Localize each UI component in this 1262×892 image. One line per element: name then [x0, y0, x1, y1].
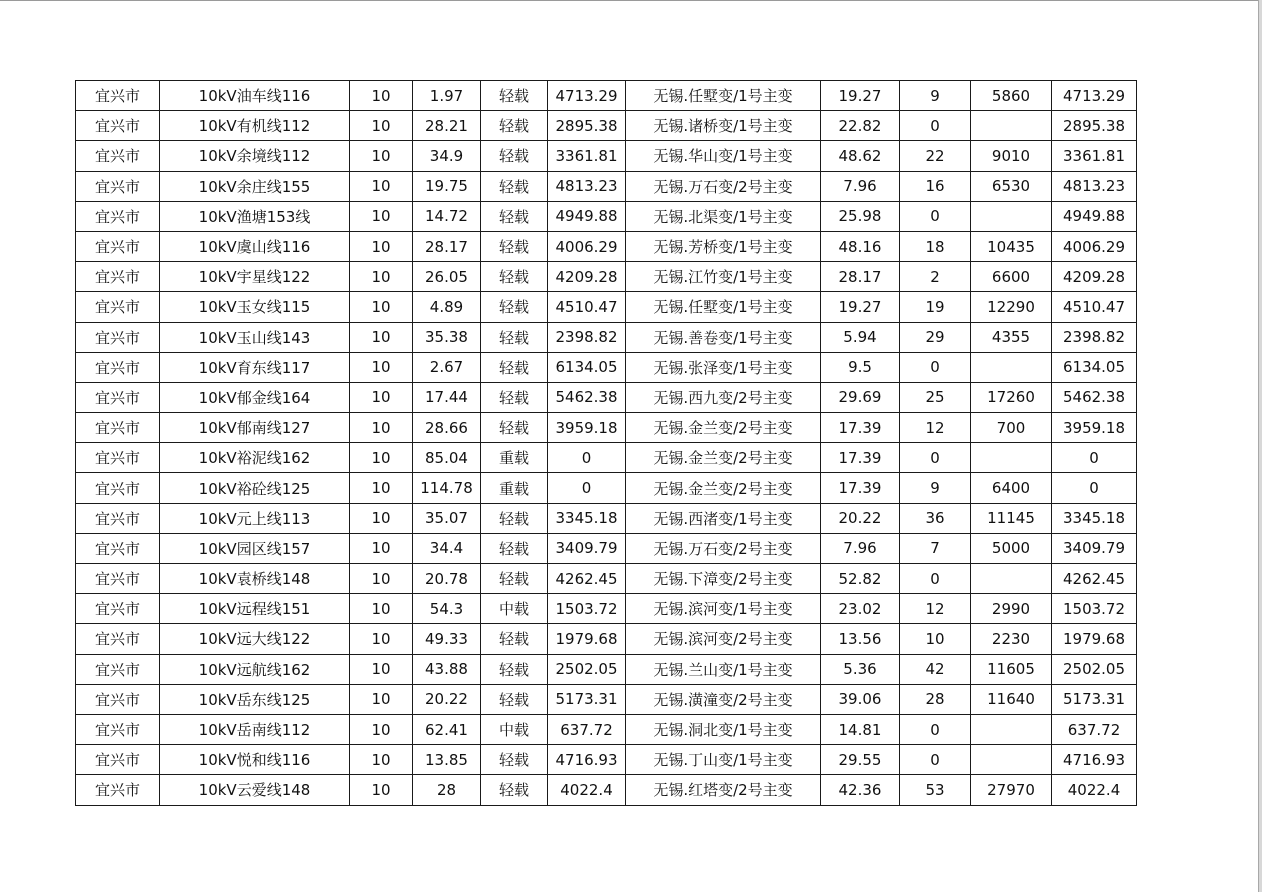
- spare-capacity-cell: 1979.68: [548, 624, 626, 654]
- load-status-cell: 轻载: [481, 413, 548, 443]
- transformer-cell: 无锡.芳桥变/1号主变: [626, 231, 821, 261]
- table-row: [76, 654, 1137, 684]
- available-capacity-cell: 2895.38: [1052, 111, 1137, 141]
- load-rate-cell: 28: [413, 775, 481, 805]
- capacity-cell: [971, 443, 1052, 473]
- load-status-cell: 轻载: [481, 503, 548, 533]
- user-count-cell: 19: [900, 292, 971, 322]
- load-rate-cell: 19.75: [413, 171, 481, 201]
- available-capacity-cell: 1503.72: [1052, 594, 1137, 624]
- voltage-cell: 10: [350, 594, 413, 624]
- city-cell: 宜兴市: [76, 141, 160, 171]
- transformer-load-cell: 25.98: [821, 201, 900, 231]
- table-row: [76, 745, 1137, 775]
- user-count-cell: 2: [900, 262, 971, 292]
- load-rate-cell: 14.72: [413, 201, 481, 231]
- line-name-cell: 10kV郁金线164: [160, 382, 350, 412]
- available-capacity-cell: 5173.31: [1052, 684, 1137, 714]
- capacity-cell: 9010: [971, 141, 1052, 171]
- spare-capacity-cell: 4949.88: [548, 201, 626, 231]
- load-status-cell: 轻载: [481, 654, 548, 684]
- capacity-cell: 2230: [971, 624, 1052, 654]
- voltage-cell: 10: [350, 473, 413, 503]
- line-name-cell: 10kV远大线122: [160, 624, 350, 654]
- transformer-cell: 无锡.丁山变/1号主变: [626, 745, 821, 775]
- transformer-load-cell: 9.5: [821, 352, 900, 382]
- load-status-cell: 中载: [481, 594, 548, 624]
- table-row: [76, 81, 1137, 111]
- line-name-cell: 10kV余境线112: [160, 141, 350, 171]
- capacity-cell: 11145: [971, 503, 1052, 533]
- capacity-cell: [971, 111, 1052, 141]
- spare-capacity-cell: 4006.29: [548, 231, 626, 261]
- transformer-cell: 无锡.兰山变/1号主变: [626, 654, 821, 684]
- voltage-cell: 10: [350, 382, 413, 412]
- user-count-cell: 12: [900, 594, 971, 624]
- voltage-cell: 10: [350, 443, 413, 473]
- available-capacity-cell: 4949.88: [1052, 201, 1137, 231]
- capacity-cell: 2990: [971, 594, 1052, 624]
- spare-capacity-cell: 0: [548, 443, 626, 473]
- user-count-cell: 25: [900, 382, 971, 412]
- load-rate-cell: 13.85: [413, 745, 481, 775]
- load-status-cell: 轻载: [481, 624, 548, 654]
- transformer-load-cell: 14.81: [821, 714, 900, 744]
- transformer-load-cell: 5.94: [821, 322, 900, 352]
- user-count-cell: 0: [900, 745, 971, 775]
- transformer-cell: 无锡.北渠变/1号主变: [626, 201, 821, 231]
- spare-capacity-cell: 4813.23: [548, 171, 626, 201]
- capacity-cell: 4355: [971, 322, 1052, 352]
- capacity-cell: [971, 714, 1052, 744]
- load-status-cell: 轻载: [481, 745, 548, 775]
- transformer-cell: 无锡.金兰变/2号主变: [626, 413, 821, 443]
- table-row: [76, 533, 1137, 563]
- city-cell: 宜兴市: [76, 322, 160, 352]
- transformer-load-cell: 7.96: [821, 533, 900, 563]
- available-capacity-cell: 2398.82: [1052, 322, 1137, 352]
- spare-capacity-cell: 3361.81: [548, 141, 626, 171]
- spare-capacity-cell: 5173.31: [548, 684, 626, 714]
- load-rate-cell: 1.97: [413, 81, 481, 111]
- transformer-load-cell: 22.82: [821, 111, 900, 141]
- city-cell: 宜兴市: [76, 201, 160, 231]
- line-name-cell: 10kV余庄线155: [160, 171, 350, 201]
- load-rate-cell: 28.17: [413, 231, 481, 261]
- voltage-cell: 10: [350, 564, 413, 594]
- spare-capacity-cell: 4022.4: [548, 775, 626, 805]
- city-cell: 宜兴市: [76, 533, 160, 563]
- user-count-cell: 0: [900, 714, 971, 744]
- capacity-cell: 6600: [971, 262, 1052, 292]
- table-body: [76, 81, 1137, 806]
- user-count-cell: 0: [900, 443, 971, 473]
- transformer-load-cell: 29.55: [821, 745, 900, 775]
- available-capacity-cell: 3345.18: [1052, 503, 1137, 533]
- transformer-load-cell: 19.27: [821, 81, 900, 111]
- available-capacity-cell: 6134.05: [1052, 352, 1137, 382]
- transformer-cell: 无锡.任墅变/1号主变: [626, 81, 821, 111]
- available-capacity-cell: 0: [1052, 473, 1137, 503]
- voltage-cell: 10: [350, 775, 413, 805]
- line-name-cell: 10kV玉山线143: [160, 322, 350, 352]
- load-rate-cell: 49.33: [413, 624, 481, 654]
- line-name-cell: 10kV岳东线125: [160, 684, 350, 714]
- load-rate-cell: 20.22: [413, 684, 481, 714]
- available-capacity-cell: 3409.79: [1052, 533, 1137, 563]
- table-row: [76, 141, 1137, 171]
- line-name-cell: 10kV宇星线122: [160, 262, 350, 292]
- table-row: [76, 352, 1137, 382]
- load-rate-cell: 20.78: [413, 564, 481, 594]
- transformer-cell: 无锡.西渚变/1号主变: [626, 503, 821, 533]
- voltage-cell: 10: [350, 352, 413, 382]
- capacity-cell: [971, 564, 1052, 594]
- spare-capacity-cell: 0: [548, 473, 626, 503]
- load-status-cell: 轻载: [481, 533, 548, 563]
- table-row: [76, 594, 1137, 624]
- user-count-cell: 0: [900, 352, 971, 382]
- line-name-cell: 10kV云爱线148: [160, 775, 350, 805]
- capacity-cell: 5000: [971, 533, 1052, 563]
- city-cell: 宜兴市: [76, 775, 160, 805]
- transformer-cell: 无锡.红塔变/2号主变: [626, 775, 821, 805]
- line-name-cell: 10kV悦和线116: [160, 745, 350, 775]
- load-status-cell: 轻载: [481, 231, 548, 261]
- load-rate-cell: 54.3: [413, 594, 481, 624]
- spare-capacity-cell: 2502.05: [548, 654, 626, 684]
- transformer-cell: 无锡.滨河变/1号主变: [626, 594, 821, 624]
- load-rate-cell: 17.44: [413, 382, 481, 412]
- available-capacity-cell: 4022.4: [1052, 775, 1137, 805]
- capacity-cell: 11605: [971, 654, 1052, 684]
- spare-capacity-cell: 5462.38: [548, 382, 626, 412]
- load-status-cell: 轻载: [481, 564, 548, 594]
- load-rate-cell: 114.78: [413, 473, 481, 503]
- transformer-cell: 无锡.金兰变/2号主变: [626, 473, 821, 503]
- available-capacity-cell: 4510.47: [1052, 292, 1137, 322]
- spare-capacity-cell: 2895.38: [548, 111, 626, 141]
- city-cell: 宜兴市: [76, 262, 160, 292]
- transformer-load-cell: 29.69: [821, 382, 900, 412]
- city-cell: 宜兴市: [76, 624, 160, 654]
- table-row: [76, 714, 1137, 744]
- table-row: [76, 292, 1137, 322]
- transformer-cell: 无锡.下漳变/2号主变: [626, 564, 821, 594]
- transformer-cell: 无锡.张泽变/1号主变: [626, 352, 821, 382]
- transformer-load-cell: 17.39: [821, 413, 900, 443]
- available-capacity-cell: 4713.29: [1052, 81, 1137, 111]
- city-cell: 宜兴市: [76, 503, 160, 533]
- city-cell: 宜兴市: [76, 473, 160, 503]
- line-name-cell: 10kV渔塘153线: [160, 201, 350, 231]
- user-count-cell: 12: [900, 413, 971, 443]
- voltage-cell: 10: [350, 684, 413, 714]
- available-capacity-cell: 0: [1052, 443, 1137, 473]
- voltage-cell: 10: [350, 231, 413, 261]
- available-capacity-cell: 637.72: [1052, 714, 1137, 744]
- transformer-load-cell: 39.06: [821, 684, 900, 714]
- table-row: [76, 231, 1137, 261]
- table-row: [76, 382, 1137, 412]
- load-rate-cell: 43.88: [413, 654, 481, 684]
- available-capacity-cell: 2502.05: [1052, 654, 1137, 684]
- capacity-cell: 700: [971, 413, 1052, 443]
- spare-capacity-cell: 4716.93: [548, 745, 626, 775]
- capacity-cell: 6400: [971, 473, 1052, 503]
- capacity-cell: 10435: [971, 231, 1052, 261]
- user-count-cell: 0: [900, 111, 971, 141]
- load-rate-cell: 28.21: [413, 111, 481, 141]
- line-name-cell: 10kV郁南线127: [160, 413, 350, 443]
- spare-capacity-cell: 1503.72: [548, 594, 626, 624]
- voltage-cell: 10: [350, 262, 413, 292]
- city-cell: 宜兴市: [76, 413, 160, 443]
- transformer-cell: 无锡.江竹变/1号主变: [626, 262, 821, 292]
- available-capacity-cell: 3361.81: [1052, 141, 1137, 171]
- user-count-cell: 28: [900, 684, 971, 714]
- city-cell: 宜兴市: [76, 352, 160, 382]
- line-name-cell: 10kV玉女线115: [160, 292, 350, 322]
- line-name-cell: 10kV元上线113: [160, 503, 350, 533]
- load-status-cell: 轻载: [481, 81, 548, 111]
- load-status-cell: 轻载: [481, 262, 548, 292]
- capacity-cell: 5860: [971, 81, 1052, 111]
- spare-capacity-cell: 637.72: [548, 714, 626, 744]
- load-rate-cell: 35.07: [413, 503, 481, 533]
- load-rate-cell: 26.05: [413, 262, 481, 292]
- transformer-load-cell: 48.16: [821, 231, 900, 261]
- available-capacity-cell: 1979.68: [1052, 624, 1137, 654]
- city-cell: 宜兴市: [76, 81, 160, 111]
- load-rate-cell: 35.38: [413, 322, 481, 352]
- line-name-cell: 10kV虞山线116: [160, 231, 350, 261]
- voltage-cell: 10: [350, 141, 413, 171]
- spare-capacity-cell: 2398.82: [548, 322, 626, 352]
- transformer-cell: 无锡.洞北变/1号主变: [626, 714, 821, 744]
- voltage-cell: 10: [350, 503, 413, 533]
- load-rate-cell: 62.41: [413, 714, 481, 744]
- transformer-load-cell: 19.27: [821, 292, 900, 322]
- table-row: [76, 262, 1137, 292]
- line-name-cell: 10kV油车线116: [160, 81, 350, 111]
- load-status-cell: 中载: [481, 714, 548, 744]
- user-count-cell: 9: [900, 81, 971, 111]
- load-rate-cell: 2.67: [413, 352, 481, 382]
- line-name-cell: 10kV岳南线112: [160, 714, 350, 744]
- user-count-cell: 16: [900, 171, 971, 201]
- transformer-load-cell: 17.39: [821, 443, 900, 473]
- load-status-cell: 重载: [481, 443, 548, 473]
- table-row: [76, 775, 1137, 805]
- city-cell: 宜兴市: [76, 594, 160, 624]
- table-row: [76, 503, 1137, 533]
- available-capacity-cell: 5462.38: [1052, 382, 1137, 412]
- available-capacity-cell: 4262.45: [1052, 564, 1137, 594]
- transformer-load-cell: 5.36: [821, 654, 900, 684]
- user-count-cell: 36: [900, 503, 971, 533]
- user-count-cell: 0: [900, 564, 971, 594]
- transformer-cell: 无锡.诸桥变/1号主变: [626, 111, 821, 141]
- spare-capacity-cell: 3409.79: [548, 533, 626, 563]
- transformer-load-cell: 52.82: [821, 564, 900, 594]
- load-rate-cell: 85.04: [413, 443, 481, 473]
- page-top-border: [0, 0, 1262, 1]
- voltage-cell: 10: [350, 654, 413, 684]
- transformer-cell: 无锡.西九变/2号主变: [626, 382, 821, 412]
- city-cell: 宜兴市: [76, 654, 160, 684]
- line-name-cell: 10kV远航线162: [160, 654, 350, 684]
- load-rate-cell: 28.66: [413, 413, 481, 443]
- transformer-cell: 无锡.滨河变/2号主变: [626, 624, 821, 654]
- load-status-cell: 轻载: [481, 352, 548, 382]
- line-name-cell: 10kV袁桥线148: [160, 564, 350, 594]
- transformer-load-cell: 20.22: [821, 503, 900, 533]
- capacity-cell: 12290: [971, 292, 1052, 322]
- transformer-load-cell: 23.02: [821, 594, 900, 624]
- transformer-cell: 无锡.金兰变/2号主变: [626, 443, 821, 473]
- line-name-cell: 10kV裕泥线162: [160, 443, 350, 473]
- spare-capacity-cell: 6134.05: [548, 352, 626, 382]
- user-count-cell: 9: [900, 473, 971, 503]
- voltage-cell: 10: [350, 322, 413, 352]
- table-row: [76, 171, 1137, 201]
- transformer-load-cell: 42.36: [821, 775, 900, 805]
- load-status-cell: 轻载: [481, 201, 548, 231]
- table-row: [76, 624, 1137, 654]
- city-cell: 宜兴市: [76, 714, 160, 744]
- voltage-cell: 10: [350, 111, 413, 141]
- load-rate-cell: 34.9: [413, 141, 481, 171]
- available-capacity-cell: 4209.28: [1052, 262, 1137, 292]
- voltage-cell: 10: [350, 413, 413, 443]
- spare-capacity-cell: 4262.45: [548, 564, 626, 594]
- available-capacity-cell: 3959.18: [1052, 413, 1137, 443]
- spare-capacity-cell: 4713.29: [548, 81, 626, 111]
- available-capacity-cell: 4006.29: [1052, 231, 1137, 261]
- city-cell: 宜兴市: [76, 231, 160, 261]
- transformer-cell: 无锡.任墅变/1号主变: [626, 292, 821, 322]
- capacity-cell: 6530: [971, 171, 1052, 201]
- user-count-cell: 53: [900, 775, 971, 805]
- capacity-cell: [971, 745, 1052, 775]
- voltage-cell: 10: [350, 714, 413, 744]
- load-status-cell: 轻载: [481, 171, 548, 201]
- user-count-cell: 29: [900, 322, 971, 352]
- load-status-cell: 轻载: [481, 292, 548, 322]
- spare-capacity-cell: 3345.18: [548, 503, 626, 533]
- load-status-cell: 轻载: [481, 684, 548, 714]
- table-row: [76, 443, 1137, 473]
- load-status-cell: 轻载: [481, 775, 548, 805]
- spare-capacity-cell: 4510.47: [548, 292, 626, 322]
- load-rate-cell: 34.4: [413, 533, 481, 563]
- line-name-cell: 10kV园区线157: [160, 533, 350, 563]
- available-capacity-cell: 4716.93: [1052, 745, 1137, 775]
- city-cell: 宜兴市: [76, 684, 160, 714]
- load-status-cell: 轻载: [481, 141, 548, 171]
- city-cell: 宜兴市: [76, 111, 160, 141]
- table-row: [76, 201, 1137, 231]
- voltage-cell: 10: [350, 624, 413, 654]
- capacity-cell: 11640: [971, 684, 1052, 714]
- user-count-cell: 42: [900, 654, 971, 684]
- transformer-load-cell: 17.39: [821, 473, 900, 503]
- table-row: [76, 564, 1137, 594]
- city-cell: 宜兴市: [76, 292, 160, 322]
- transformer-cell: 无锡.善卷变/1号主变: [626, 322, 821, 352]
- capacity-cell: 27970: [971, 775, 1052, 805]
- capacity-cell: [971, 201, 1052, 231]
- voltage-cell: 10: [350, 171, 413, 201]
- transformer-cell: 无锡.华山变/1号主变: [626, 141, 821, 171]
- load-status-cell: 重载: [481, 473, 548, 503]
- load-status-cell: 轻载: [481, 322, 548, 352]
- table-row: [76, 473, 1137, 503]
- user-count-cell: 7: [900, 533, 971, 563]
- load-status-cell: 轻载: [481, 382, 548, 412]
- transformer-cell: 无锡.万石变/2号主变: [626, 533, 821, 563]
- user-count-cell: 10: [900, 624, 971, 654]
- transformer-load-cell: 7.96: [821, 171, 900, 201]
- line-name-cell: 10kV有机线112: [160, 111, 350, 141]
- line-name-cell: 10kV育东线117: [160, 352, 350, 382]
- spare-capacity-cell: 4209.28: [548, 262, 626, 292]
- table-row: [76, 413, 1137, 443]
- feeder-load-table: [75, 80, 1137, 806]
- user-count-cell: 18: [900, 231, 971, 261]
- table-row: [76, 111, 1137, 141]
- city-cell: 宜兴市: [76, 171, 160, 201]
- voltage-cell: 10: [350, 533, 413, 563]
- voltage-cell: 10: [350, 745, 413, 775]
- load-status-cell: 轻载: [481, 111, 548, 141]
- city-cell: 宜兴市: [76, 745, 160, 775]
- transformer-load-cell: 13.56: [821, 624, 900, 654]
- transformer-cell: 无锡.潢潼变/2号主变: [626, 684, 821, 714]
- transformer-load-cell: 28.17: [821, 262, 900, 292]
- capacity-cell: [971, 352, 1052, 382]
- user-count-cell: 0: [900, 201, 971, 231]
- transformer-load-cell: 48.62: [821, 141, 900, 171]
- table-row: [76, 684, 1137, 714]
- table-row: [76, 322, 1137, 352]
- voltage-cell: 10: [350, 292, 413, 322]
- city-cell: 宜兴市: [76, 564, 160, 594]
- user-count-cell: 22: [900, 141, 971, 171]
- spare-capacity-cell: 3959.18: [548, 413, 626, 443]
- city-cell: 宜兴市: [76, 443, 160, 473]
- voltage-cell: 10: [350, 201, 413, 231]
- load-rate-cell: 4.89: [413, 292, 481, 322]
- voltage-cell: 10: [350, 81, 413, 111]
- line-name-cell: 10kV裕砼线125: [160, 473, 350, 503]
- transformer-cell: 无锡.万石变/2号主变: [626, 171, 821, 201]
- city-cell: 宜兴市: [76, 382, 160, 412]
- capacity-cell: 17260: [971, 382, 1052, 412]
- available-capacity-cell: 4813.23: [1052, 171, 1137, 201]
- line-name-cell: 10kV远程线151: [160, 594, 350, 624]
